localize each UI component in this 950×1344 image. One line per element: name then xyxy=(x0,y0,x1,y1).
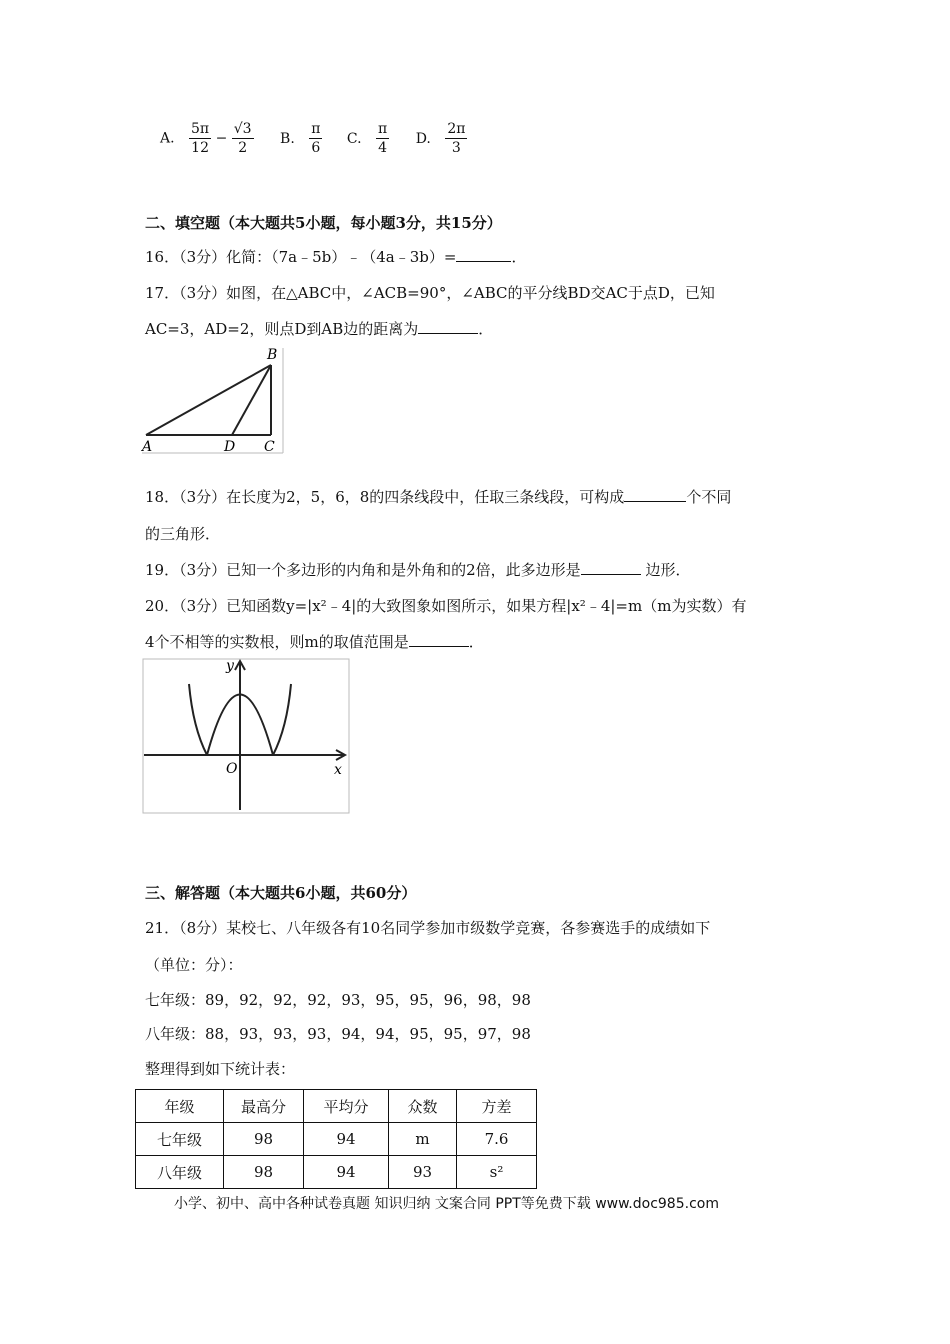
q15-options xyxy=(160,120,467,164)
curve-left-arm xyxy=(189,684,207,755)
option-b-label: B. xyxy=(280,130,295,147)
curve-right-arm xyxy=(273,684,291,755)
q21-grade8-scores: 八年级：88，93，93，93，94，94，95，95，97，98 xyxy=(145,1025,531,1043)
table-cell: s² xyxy=(457,1156,537,1189)
q21-grade7-scores: 七年级：89，92，92，92，93，95，95，96，98，98 xyxy=(145,991,531,1009)
table-cell: 98 xyxy=(224,1123,304,1156)
q17-blank xyxy=(418,319,478,334)
q19-text-b: 边形． xyxy=(640,561,691,579)
point-d-label: D xyxy=(224,439,236,455)
q16-blank xyxy=(456,247,511,262)
q19 xyxy=(145,560,690,580)
q18-text-b: 个不同 xyxy=(686,488,732,506)
table-header-row xyxy=(136,1090,537,1123)
option-a-minus: − xyxy=(215,130,228,147)
point-a-label: A xyxy=(142,439,153,455)
table-cell: 八年级 xyxy=(136,1156,224,1189)
q17-line1: 17．（3分）如图，在△ABC中，∠ACB=90°，∠ABC的平分线BD交AC于点D，已知 xyxy=(145,284,715,302)
q21-summary: 整理得到如下统计表： xyxy=(145,1060,296,1078)
q20-end: ． xyxy=(468,633,484,651)
option-a-frac2: $\frac{√3}{2}$ xyxy=(233,121,252,156)
q17-triangle-figure xyxy=(140,345,288,457)
q20-line1: 20．（3分）已知函数y=|x²﹣4|的大致图象如图所示，如果方程|x²﹣4|=m（m为实数）有 xyxy=(145,597,747,615)
table-cell: 94 xyxy=(304,1156,389,1189)
page-footer: 小学、初中、高中各种试卷真题 知识归纳 文案合同 PPT等免费下载 www.doc985.com xyxy=(174,1196,719,1212)
option-c-frac: $\frac{\pi}{4}$ xyxy=(378,121,388,156)
q17-line2 xyxy=(145,319,493,339)
table-header-cell: 众数 xyxy=(389,1090,457,1123)
option-a-label: A. xyxy=(160,130,175,147)
option-d-label: D. xyxy=(415,130,431,147)
origin-label: O xyxy=(226,761,238,777)
point-c-label: C xyxy=(264,439,275,455)
q17-line2-text: AC=3，AD=2，则点D到AB边的距离为 xyxy=(145,320,419,338)
q19-blank xyxy=(581,560,641,575)
q21-line1: 21．（8分）某校七、八年级各有10名同学参加市级数学竞赛，各参赛选手的成绩如下 xyxy=(145,919,711,937)
section3-title: 三、解答题（本大题共6小题，共60分） xyxy=(145,884,417,902)
q20-blank xyxy=(409,632,469,647)
q16-text: 16．（3分）化简：（7a﹣5b）﹣（4a﹣3b）= xyxy=(145,248,457,266)
table-header-cell: 方差 xyxy=(457,1090,537,1123)
q21-line2: （单位：分）： xyxy=(145,956,243,974)
table-header-cell: 年级 xyxy=(136,1090,224,1123)
x-axis-label: x xyxy=(334,762,342,778)
q20-function-graph xyxy=(142,658,352,816)
q18-line2: 的三角形． xyxy=(145,525,221,543)
table-cell: 七年级 xyxy=(136,1123,224,1156)
stats-table xyxy=(135,1089,537,1189)
table-cell: 98 xyxy=(224,1156,304,1189)
y-axis-label: y xyxy=(226,658,234,674)
section2-title: 二、填空题（本大题共5小题，每小题3分，共15分） xyxy=(145,214,502,232)
table-row xyxy=(136,1156,537,1189)
q18-line1 xyxy=(145,487,731,507)
option-b-frac: $\frac{\pi}{6}$ xyxy=(311,121,321,156)
q16-end: ． xyxy=(511,248,527,266)
table-cell: 7.6 xyxy=(457,1123,537,1156)
option-a-frac1: $\frac{5\pi}{12}$ xyxy=(191,121,210,156)
point-b-label: B xyxy=(267,347,278,363)
q20-line2-text: 4个不相等的实数根，则m的取值范围是 xyxy=(145,633,409,651)
q17-end: ． xyxy=(478,320,494,338)
q20-line2 xyxy=(145,632,484,652)
table-row xyxy=(136,1123,537,1156)
option-c-label: C. xyxy=(346,130,362,147)
table-cell: m xyxy=(389,1123,457,1156)
option-d-frac: $\frac{2\pi}{3}$ xyxy=(447,121,466,156)
q16 xyxy=(145,247,526,267)
table-cell: 94 xyxy=(304,1123,389,1156)
q19-text-a: 19．（3分）已知一个多边形的内角和是外角和的2倍，此多边形是 xyxy=(145,561,581,579)
table-header-cell: 最高分 xyxy=(224,1090,304,1123)
table-header-cell: 平均分 xyxy=(304,1090,389,1123)
table-cell: 93 xyxy=(389,1156,457,1189)
q18-blank xyxy=(624,487,686,502)
q18-text-a: 18．（3分）在长度为2，5，6，8的四条线段中，任取三条线段，可构成 xyxy=(145,488,625,506)
